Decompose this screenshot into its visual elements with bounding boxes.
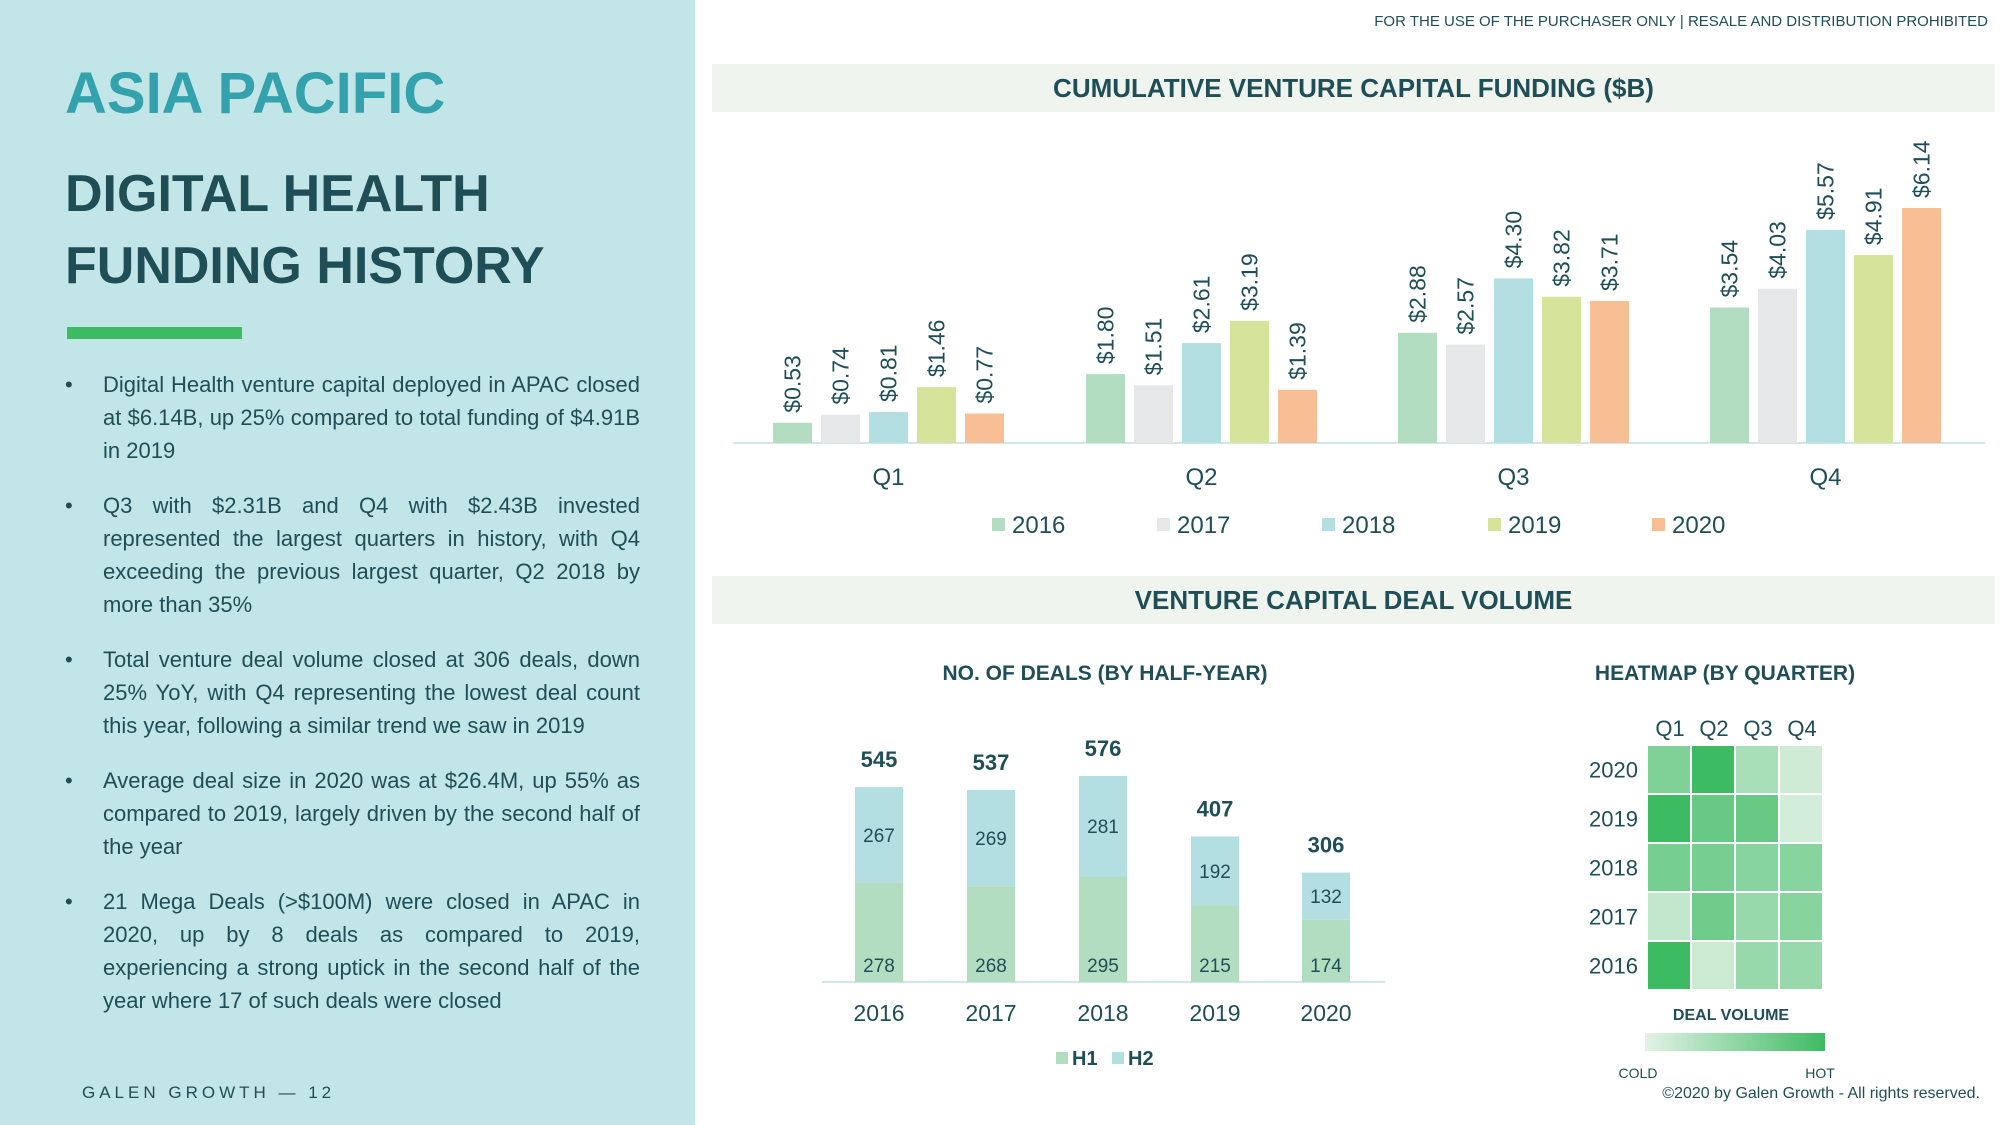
deals-h2-label: 192 bbox=[1199, 861, 1231, 883]
funding-x-tick: Q1 bbox=[872, 464, 905, 491]
funding-bar bbox=[1398, 333, 1437, 443]
funding-legend-label: 2017 bbox=[1177, 512, 1231, 539]
deals-h1-label: 278 bbox=[863, 956, 895, 977]
deals-h1-label: 268 bbox=[975, 956, 1007, 977]
heatmap-col-label: Q1 bbox=[1655, 716, 1685, 741]
finding-item: • Total venture deal volume closed at 306 deals, down 25% YoY, with Q4 representing the lowest deal count this year, following a similar trend we saw in 2019 bbox=[65, 643, 640, 742]
heatmap-cell bbox=[1648, 795, 1690, 842]
heatmap-scale-title: DEAL VOLUME bbox=[1672, 1007, 1790, 1024]
funding-bar-label: $1.39 bbox=[1284, 322, 1311, 380]
funding-bar bbox=[1086, 374, 1125, 443]
heatmap-cell bbox=[1780, 795, 1822, 842]
funding-bar bbox=[917, 387, 956, 443]
heatmap-cell bbox=[1780, 893, 1822, 940]
deals-h2-label: 132 bbox=[1310, 887, 1342, 909]
funding-legend-label: 2020 bbox=[1672, 512, 1726, 539]
heatmap-row-label: 2016 bbox=[1589, 953, 1638, 979]
heatmap-scale-high: HOT bbox=[1805, 1065, 1835, 1081]
deals-total-label: 576 bbox=[1084, 736, 1122, 761]
deals-total-label: 537 bbox=[972, 749, 1010, 775]
funding-bar-label: $0.74 bbox=[827, 347, 854, 405]
funding-bar-label: $6.14 bbox=[1908, 140, 1935, 198]
heatmap-col-label: Q2 bbox=[1699, 716, 1729, 741]
deals-total-label: 306 bbox=[1307, 832, 1345, 858]
funding-bar bbox=[1542, 297, 1581, 443]
heatmap-cell bbox=[1692, 844, 1734, 891]
heatmap-cell bbox=[1736, 795, 1778, 842]
heatmap-cell bbox=[1692, 893, 1734, 940]
heatmap-cell bbox=[1736, 893, 1778, 940]
funding-bar-label: $3.82 bbox=[1548, 229, 1575, 287]
heatmap-row-label: 2017 bbox=[1589, 904, 1638, 930]
heatmap-cell bbox=[1692, 942, 1734, 989]
funding-legend-swatch bbox=[992, 518, 1005, 531]
finding-item: • Average deal size in 2020 was at $26.4M, up 55% as compared to 2019, largely driven by the second half of the year bbox=[65, 764, 640, 863]
deals-legend-swatch bbox=[1056, 1052, 1068, 1064]
heatmap-cell bbox=[1648, 942, 1690, 989]
deals-x-tick: 2020 bbox=[1300, 1000, 1352, 1026]
deals-legend-label: H2 bbox=[1128, 1048, 1154, 1070]
page-footer-brand: GALEN GROWTH — 12 bbox=[82, 1083, 336, 1102]
deals-total-label: 407 bbox=[1196, 796, 1234, 822]
finding-item: • Digital Health venture capital deployed in APAC closed at $6.14B, up 25% compared to total funding of $4.91B in 2019 bbox=[65, 368, 640, 467]
deals-chart-subtitle: NO. OF DEALS (BY HALF-YEAR) bbox=[942, 662, 1268, 685]
funding-bar-label: $2.61 bbox=[1188, 275, 1215, 334]
heatmap-scale-low: COLD bbox=[1618, 1065, 1658, 1081]
volume-section-header: VENTURE CAPITAL DEAL VOLUME bbox=[712, 576, 1995, 624]
funding-bar-label: $2.57 bbox=[1452, 277, 1479, 335]
funding-x-tick: Q3 bbox=[1497, 464, 1530, 491]
deals-x-tick: 2019 bbox=[1189, 1000, 1241, 1026]
funding-bar-label: $0.81 bbox=[875, 344, 902, 402]
funding-bar-label: $3.71 bbox=[1596, 233, 1623, 292]
funding-bar-label: $0.77 bbox=[971, 345, 998, 404]
deals-total-label: 545 bbox=[860, 747, 898, 773]
funding-legend-swatch bbox=[1322, 518, 1335, 531]
heatmap-cell bbox=[1780, 844, 1822, 891]
heatmap-cell bbox=[1648, 844, 1690, 891]
funding-section-header: CUMULATIVE VENTURE CAPITAL FUNDING ($B) bbox=[712, 64, 1995, 112]
deals-x-tick: 2017 bbox=[965, 1000, 1017, 1026]
deals-legend-swatch bbox=[1112, 1052, 1124, 1064]
heatmap-cell bbox=[1692, 746, 1734, 793]
deals-h2-label: 267 bbox=[863, 825, 895, 847]
funding-bar bbox=[773, 423, 812, 443]
heatmap-row-label: 2019 bbox=[1589, 806, 1638, 832]
heatmap-color-scale bbox=[1645, 1033, 1825, 1051]
funding-bar-label: $4.30 bbox=[1500, 210, 1527, 269]
funding-x-tick: Q4 bbox=[1809, 464, 1842, 491]
heatmap-cell bbox=[1736, 746, 1778, 793]
funding-bar bbox=[1494, 278, 1533, 443]
heatmap-cell bbox=[1736, 844, 1778, 891]
funding-legend-swatch bbox=[1488, 518, 1501, 531]
funding-legend-label: 2018 bbox=[1342, 512, 1396, 539]
heatmap-row-label: 2018 bbox=[1589, 855, 1638, 881]
funding-bar-label: $4.03 bbox=[1764, 221, 1791, 279]
copyright-text: ©2020 by Galen Growth - All rights reserved. bbox=[1662, 1085, 1980, 1102]
funding-bar bbox=[965, 414, 1004, 443]
heatmap-cell bbox=[1736, 942, 1778, 989]
heatmap-cell bbox=[1648, 746, 1690, 793]
funding-bar-label: $5.57 bbox=[1812, 162, 1839, 220]
finding-item: • Q3 with $2.31B and Q4 with $2.43B invested represented the largest quarters in history, with Q4 exceeding the previous largest quarter, Q2 2018 by more than 35% bbox=[65, 489, 640, 621]
funding-bar bbox=[821, 415, 860, 443]
funding-bar bbox=[1182, 343, 1221, 443]
funding-bar-label: $1.46 bbox=[923, 319, 950, 378]
region-title: ASIA PACIFIC bbox=[65, 61, 446, 126]
page-title-line2: FUNDING HISTORY bbox=[65, 237, 545, 295]
funding-bar bbox=[1134, 385, 1173, 443]
heatmap-cell bbox=[1780, 746, 1822, 793]
funding-legend-swatch bbox=[1652, 518, 1665, 531]
funding-bar bbox=[1446, 345, 1485, 443]
funding-bar bbox=[1590, 301, 1629, 443]
deals-legend-label: H1 bbox=[1072, 1048, 1098, 1070]
funding-bar bbox=[1710, 308, 1749, 443]
funding-bar-label: $1.51 bbox=[1140, 317, 1167, 376]
funding-bar-label: $0.53 bbox=[779, 355, 806, 413]
heatmap-cell bbox=[1648, 893, 1690, 940]
funding-bar-label: $3.54 bbox=[1716, 239, 1743, 298]
heatmap-cell bbox=[1780, 942, 1822, 989]
deals-x-tick: 2016 bbox=[853, 1000, 905, 1026]
funding-bar bbox=[1278, 390, 1317, 443]
funding-bar bbox=[1854, 255, 1893, 443]
heatmap-col-label: Q3 bbox=[1743, 716, 1773, 741]
funding-legend-label: 2016 bbox=[1012, 512, 1066, 539]
funding-bar bbox=[869, 412, 908, 443]
funding-legend-swatch bbox=[1157, 518, 1170, 531]
funding-legend-label: 2019 bbox=[1508, 512, 1562, 539]
funding-bar-label: $4.91 bbox=[1860, 187, 1887, 246]
deals-h2-label: 281 bbox=[1087, 817, 1119, 839]
funding-bar-label: $1.80 bbox=[1092, 306, 1119, 365]
funding-bar bbox=[1758, 289, 1797, 443]
funding-bar-label: $3.19 bbox=[1236, 253, 1263, 311]
heatmap-row-label: 2020 bbox=[1589, 757, 1638, 783]
deals-x-tick: 2018 bbox=[1077, 1000, 1129, 1026]
funding-bar-label: $2.88 bbox=[1404, 265, 1431, 323]
finding-item: • 21 Mega Deals (>$100M) were closed in APAC in 2020, up by 8 deals as compared to 2019, experiencing a strong uptick in the second half of the year where 17 of such deals were closed bbox=[65, 885, 640, 1017]
funding-x-tick: Q2 bbox=[1185, 464, 1218, 491]
deals-h1-label: 215 bbox=[1199, 956, 1231, 977]
heatmap-cell bbox=[1692, 795, 1734, 842]
funding-bar bbox=[1806, 230, 1845, 443]
funding-bar bbox=[1902, 208, 1941, 443]
heatmap-subtitle: HEATMAP (BY QUARTER) bbox=[1594, 662, 1856, 685]
page-title-line1: DIGITAL HEALTH bbox=[65, 165, 490, 223]
funding-bar bbox=[1230, 321, 1269, 443]
deals-h1-label: 174 bbox=[1310, 956, 1342, 977]
disclaimer-text: FOR THE USE OF THE PURCHASER ONLY | RESALE AND DISTRIBUTION PROHIBITED bbox=[1374, 13, 1988, 30]
heatmap-col-label: Q4 bbox=[1787, 716, 1817, 741]
deals-h2-label: 269 bbox=[975, 829, 1007, 851]
deals-h1-label: 295 bbox=[1087, 956, 1119, 977]
